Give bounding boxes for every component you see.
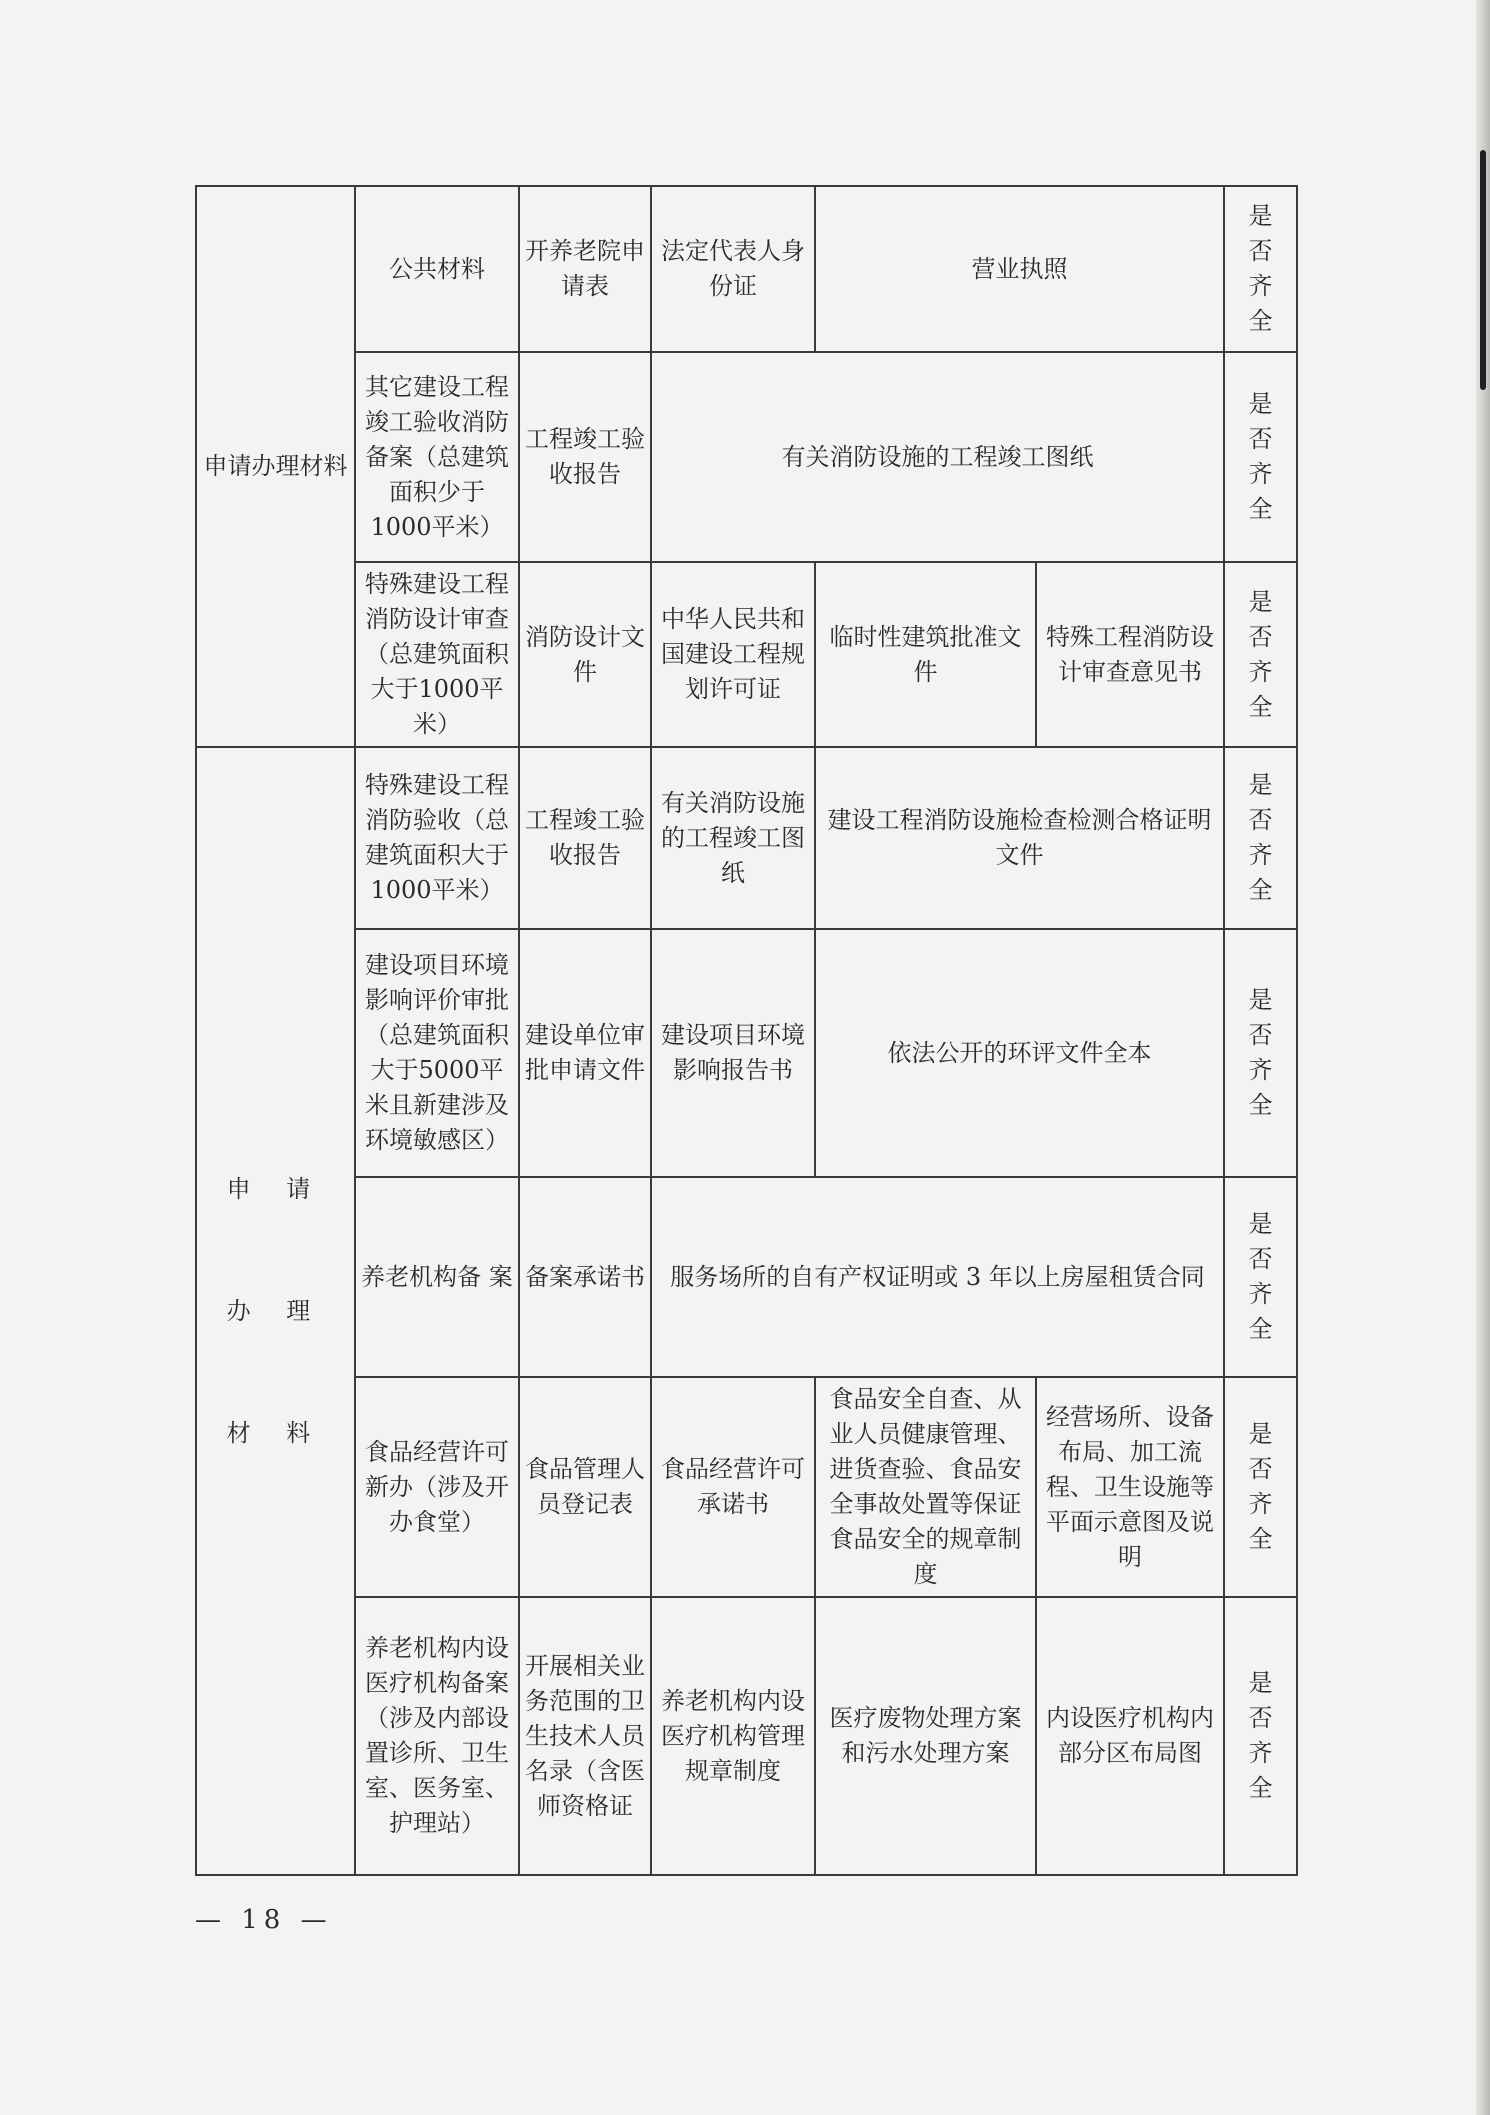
material-cell: 法定代表人身份证 [651, 186, 815, 352]
status-text: 是否齐全 [1248, 202, 1273, 335]
material-cell: 开养老院申请表 [519, 186, 651, 352]
material-category: 特殊建设工程消防验收（总建筑面积大于1000平米） [355, 747, 519, 929]
section-label-text: 申请办理材料 [203, 452, 348, 480]
material-cell: 有关消防设施的工程竣工图纸 [651, 352, 1224, 562]
status-text: 是否齐全 [1248, 1669, 1273, 1802]
material-category: 食品经营许可新办（涉及开办食堂） [355, 1377, 519, 1597]
page-number: — 18 — [195, 1905, 333, 1935]
status-cell [1224, 1597, 1297, 1875]
section-label-text: 办 理 [226, 1297, 325, 1325]
material-cell: 特殊工程消防设计审查意见书 [1036, 562, 1224, 747]
material-cell: 经营场所、设备布局、加工流程、卫生设施等平面示意图及说明 [1036, 1377, 1224, 1597]
status-text: 是否齐全 [1248, 771, 1273, 904]
table-row [196, 1597, 1297, 1875]
status-cell [1224, 352, 1297, 562]
material-cell: 营业执照 [815, 186, 1224, 352]
table-row [196, 352, 1297, 562]
material-cell: 工程竣工验收报告 [519, 747, 651, 929]
materials-table [195, 185, 1298, 1876]
status-cell [1224, 186, 1297, 352]
material-cell: 备案承诺书 [519, 1177, 651, 1377]
material-cell: 临时性建筑批准文件 [815, 562, 1036, 747]
status-text: 是否齐全 [1248, 587, 1273, 721]
status-text: 是否齐全 [1248, 986, 1273, 1119]
material-category: 特殊建设工程消防设计审查（总建筑面积大于1000平米） [355, 562, 519, 747]
material-cell: 食品安全自查、从业人员健康管理、进货查验、食品安全事故处置等保证食品安全的规章制度 [815, 1377, 1036, 1597]
status-cell [1224, 747, 1297, 929]
material-cell: 消防设计文件 [519, 562, 651, 747]
material-category: 养老机构内设医疗机构备案（涉及内部设置诊所、卫生室、医务室、护理站） [355, 1597, 519, 1875]
status-cell [1224, 929, 1297, 1177]
material-cell: 养老机构内设医疗机构管理规章制度 [651, 1597, 815, 1875]
table-row [196, 186, 1297, 352]
status-cell [1224, 562, 1297, 747]
status-text: 是否齐全 [1248, 1420, 1273, 1553]
status-cell [1224, 1177, 1297, 1377]
material-cell: 建设单位审批申请文件 [519, 929, 651, 1177]
material-cell: 服务场所的自有产权证明或 3 年以上房屋租赁合同 [651, 1177, 1224, 1377]
section-label-first [196, 186, 355, 747]
section-label-second [196, 747, 355, 1875]
table-row [196, 1377, 1297, 1597]
material-cell: 建设项目环境影响报告书 [651, 929, 815, 1177]
table-row [196, 929, 1297, 1177]
material-cell: 内设医疗机构内部分区布局图 [1036, 1597, 1224, 1875]
material-cell: 食品经营许可承诺书 [651, 1377, 815, 1597]
material-cell: 食品管理人员登记表 [519, 1377, 651, 1597]
status-cell [1224, 1377, 1297, 1597]
table-row [196, 1177, 1297, 1377]
material-cell: 医疗废物处理方案和污水处理方案 [815, 1597, 1036, 1875]
section-label-text: 申 请 [226, 1175, 325, 1203]
status-text: 是否齐全 [1248, 1210, 1273, 1343]
material-category: 其它建设工程竣工验收消防备案（总建筑面积少于1000平米） [355, 352, 519, 562]
material-cell: 中华人民共和国建设工程规划许可证 [651, 562, 815, 747]
section-label-text: 材 料 [226, 1419, 325, 1447]
material-cell: 建设工程消防设施检查检测合格证明文件 [815, 747, 1224, 929]
material-category: 养老机构备 案 [355, 1177, 519, 1377]
material-category: 公共材料 [355, 186, 519, 352]
material-cell: 依法公开的环评文件全本 [815, 929, 1224, 1177]
material-cell: 开展相关业务范围的卫生技术人员名录（含医师资格证 [519, 1597, 651, 1875]
scan-edge-mark [1480, 150, 1486, 390]
material-category: 建设项目环境影响评价审批（总建筑面积大于5000平米且新建涉及环境敏感区） [355, 929, 519, 1177]
material-cell: 有关消防设施的工程竣工图纸 [651, 747, 815, 929]
table-row [196, 747, 1297, 929]
material-cell: 工程竣工验收报告 [519, 352, 651, 562]
status-text: 是否齐全 [1248, 390, 1273, 523]
table-row [196, 562, 1297, 747]
